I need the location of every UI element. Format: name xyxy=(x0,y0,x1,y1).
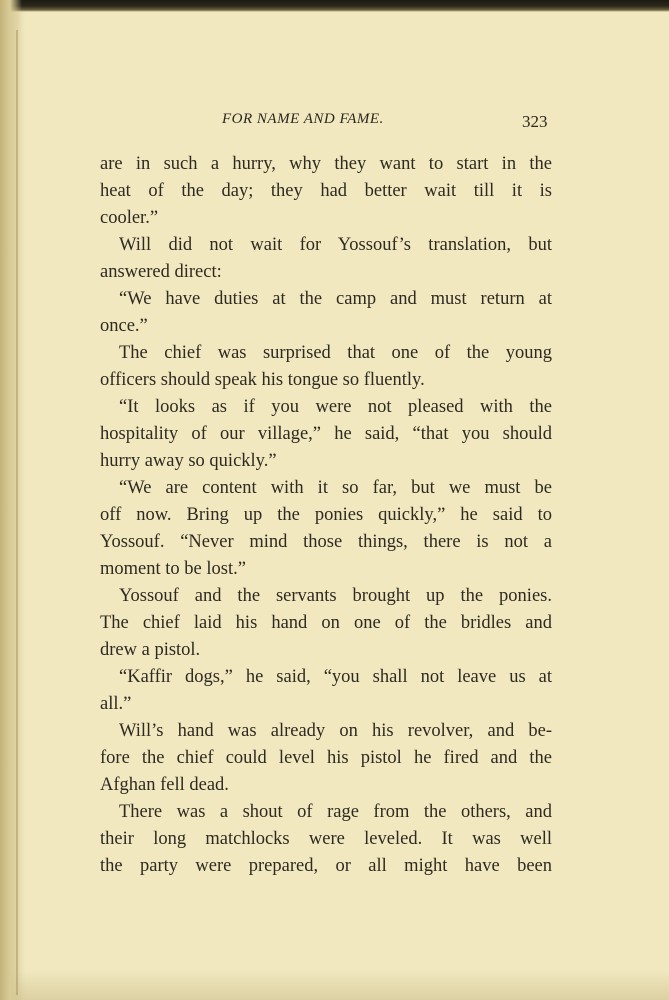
text-line: Will’s hand was already on his revolver, and be- xyxy=(119,721,552,741)
text-line: cooler.” xyxy=(100,208,159,228)
text-line: hurry away so quickly.” xyxy=(100,451,277,471)
text-line: Afghan fell dead. xyxy=(100,775,229,795)
text-line: are in such a hurry, why they want to start in the xyxy=(100,154,552,174)
text-line: The chief laid his hand on one of the bridles and xyxy=(100,613,552,633)
text-line: their long matchlocks were leveled. It was well xyxy=(100,829,552,849)
text-line: all.” xyxy=(100,694,132,714)
text-line: hospitality of our village,” he said, “that you should xyxy=(100,424,552,444)
text-line: The chief was surprised that one of the young xyxy=(119,343,552,363)
text-line: “We are content with it so far, but we must be xyxy=(119,478,552,498)
text-line: fore the chief could level his pistol he fired and the xyxy=(100,748,552,768)
text-line: “It looks as if you were not pleased with the xyxy=(119,397,552,417)
text-line: Yossouf and the servants brought up the ponies. xyxy=(119,586,552,606)
text-line: once.” xyxy=(100,316,148,336)
text-line: “Kaffir dogs,” he said, “you shall not leave us at xyxy=(119,667,552,687)
text-line: “We have duties at the camp and must return at xyxy=(119,289,552,309)
text-line: drew a pistol. xyxy=(100,640,201,660)
running-head-title: FOR NAME AND FAME. xyxy=(222,111,384,127)
text-line: There was a shout of rage from the others, and xyxy=(119,802,552,822)
text-line: answered direct: xyxy=(100,262,222,282)
spine-shadow xyxy=(0,0,22,1000)
spine-crease xyxy=(16,30,18,995)
text-line: moment to be lost.” xyxy=(100,559,246,579)
page-top-edge xyxy=(0,0,669,12)
body-text xyxy=(100,151,552,880)
text-line: Yossouf. “Never mind those things, there is not a xyxy=(100,532,552,552)
page-number: 323 xyxy=(522,112,548,131)
text-line: officers should speak his tongue so fluently. xyxy=(100,370,425,390)
running-head xyxy=(0,108,669,138)
text-line: Will did not wait for Yossouf’s translation, but xyxy=(119,235,552,255)
text-line: the party were prepared, or all might have been xyxy=(100,856,552,876)
text-line: heat of the day; they had better wait till it is xyxy=(100,181,552,201)
text-line: off now. Bring up the ponies quickly,” he said to xyxy=(100,505,552,525)
